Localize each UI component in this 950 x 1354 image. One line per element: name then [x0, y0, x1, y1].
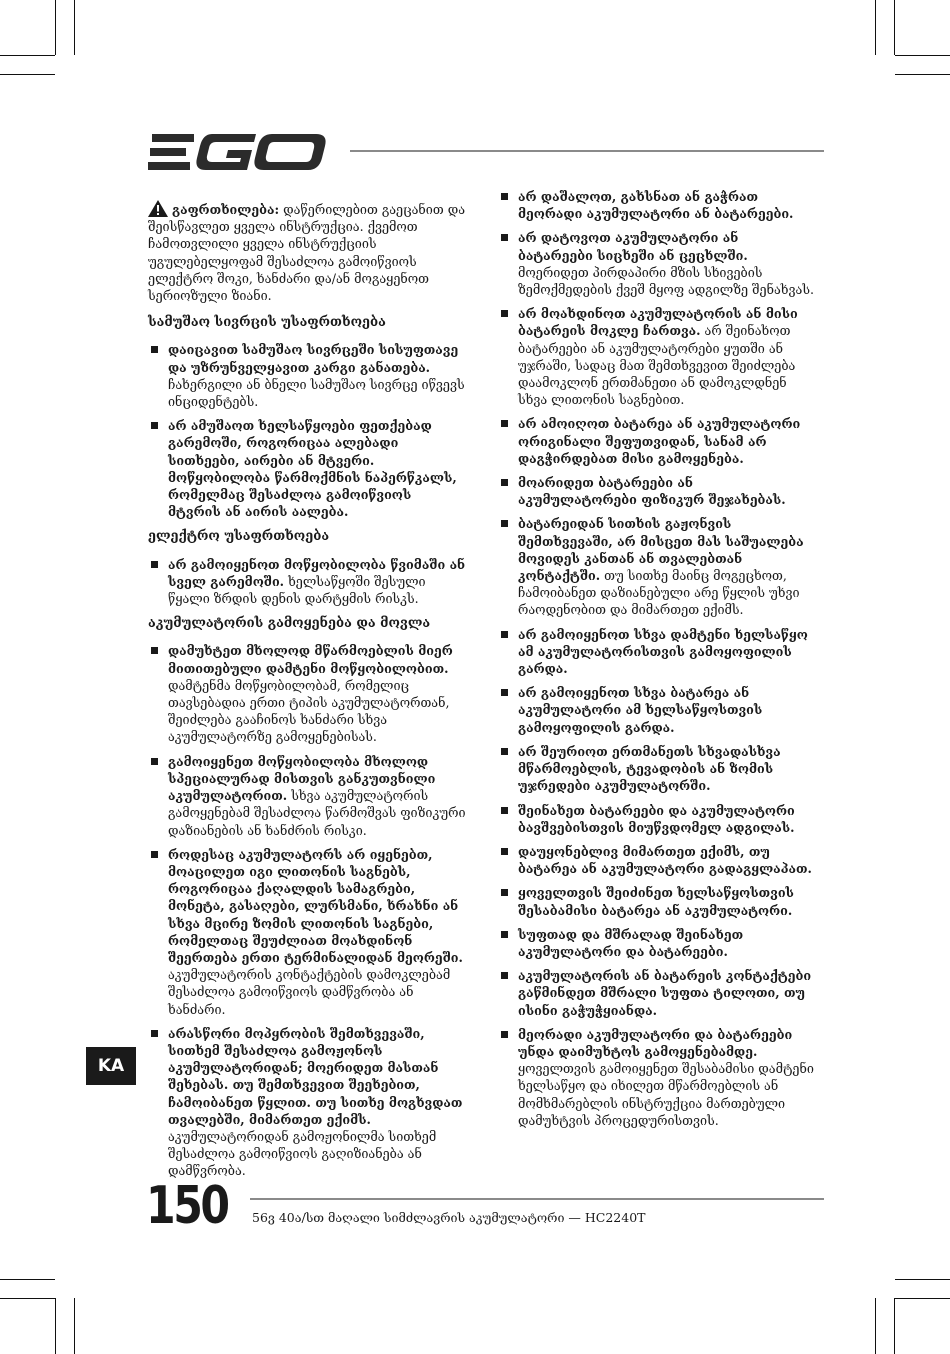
- bullet-icon: [501, 689, 508, 696]
- list-item: [498, 515, 816, 618]
- item-bold: გამოიყენეთ მოწყობილობა მხოლოდ სპეციალურად მისთვის განკუთვნილი აკუმულატორით.: [168, 753, 436, 804]
- language-tab: KA: [86, 1047, 136, 1085]
- item-bold: არ ამოიღოთ ბატარეა ან აკუმულატორი ორიგინალი შეფუთვიდან, სანამ არ დაგჭირდებათ მისი გამოყენება.: [518, 416, 801, 466]
- list-item: [148, 556, 466, 608]
- item-text: დამტენმა მოწყობილობამ, რომელიც თავსებადია ერთი ტიპის აკუმულატორთან, შეიძლება გააჩინოს ხანძარი სხვა აკუმულატორზე გამოყენებისას.: [168, 677, 450, 745]
- section-heading-battery: აკუმულატორის გამოყენება და მოვლა: [148, 616, 431, 632]
- item-bold: დაუყონებლივ მიმართეთ ექიმს, თუ ბატარეა ან აკუმულატორი გადაგყლაპათ.: [518, 843, 812, 877]
- list-item: [148, 846, 466, 1018]
- list-item: [498, 415, 816, 467]
- header-rule: [350, 150, 824, 152]
- list-item: [498, 684, 816, 736]
- warning-label: გაფრთხილება:: [172, 202, 280, 217]
- crop-mark: [74, 1298, 75, 1354]
- list-item: [498, 743, 816, 795]
- footer-rule: [250, 1198, 824, 1200]
- item-bold: არასწორი მოპყრობის შემთხვევაში, სითხემ შესაძლოა გამოჟონოს აკუმულატორიდან; მოერიდეთ მასთან შეხებას. თუ შემთხვევით შეეხებით, ჩამოიბანეთ წყლით. თუ სითხე მოგხვდათ თვალებში, მიმართეთ ექიმს.: [168, 1025, 463, 1127]
- list-item: [498, 188, 816, 222]
- item-text: ხელსაწყოში შესული წყალი ზრდის დენის დარტყმის რისკს.: [168, 573, 426, 607]
- list-item: [148, 417, 466, 520]
- item-text: თუ სითხე მაინც მოგეცხოთ, ჩამოიბანეთ დაზიანებული არე წყლის უხვი რაოდენობით და მიმართეთ ექიმს.: [518, 568, 800, 618]
- item-bold: ყოველთვის შეიძინეთ ხელსაწყოსთვის შესაბამისი ბატარეა ან აკუმულატორი.: [518, 885, 794, 918]
- crop-mark: [0, 1298, 55, 1299]
- bullet-icon: [501, 848, 508, 855]
- item-bold: არ დატოვოთ აკუმულატორი ან ბატარეები სიცხეში ან ცეცხლში.: [518, 230, 748, 263]
- warning-text: დაწერილებით გაეცანით და შეისწავლეთ ყველა ინსტრუქცია. ქვემოთ ჩამოთვლილი ყველა ინსტრუქციის უგულებელყოფამ შესაძლოა გამოიწვიოს ელექტრო შოკი, ხანძარი და/ან მოგაყენოთ სერიოზული ზიანი.: [148, 202, 466, 304]
- bullet-icon: [501, 520, 508, 527]
- crop-mark: [0, 55, 55, 56]
- bullet-icon: [501, 807, 508, 814]
- warning-triangle-icon: [148, 200, 168, 217]
- item-text: მოერიდეთ პირდაპირი მზის სხივების ზემოქმედების ქვეშ მყოფ ადგილზე შენახვას.: [518, 264, 814, 298]
- bullet-icon: [501, 479, 508, 486]
- item-bold: ბატარეიდან სითხის გაჟონვის შემთხვევაში, არ მისცეთ მას საშუალება მოვიდეს კანთან ან თვალებთან კონტაქტში.: [518, 516, 804, 584]
- list-item: [148, 1025, 466, 1180]
- item-bold: შეინახეთ ბატარეები და აკუმულატორი ბავშვებისთვის მიუწვდომელ ადგილას.: [518, 802, 795, 835]
- crop-mark: [55, 0, 56, 55]
- bullet-icon: [151, 758, 158, 765]
- crop-mark: [875, 1298, 876, 1354]
- crop-mark: [0, 1279, 55, 1280]
- ego-logo: [148, 132, 330, 172]
- list-item: [498, 305, 816, 408]
- footer-product-title: 56ვ 40ა/სთ მაღალი სიმძლავრის აკუმულატორი — HC2240T: [252, 1210, 646, 1225]
- crop-mark: [55, 1298, 56, 1354]
- bullet-icon: [501, 1031, 508, 1038]
- item-bold: არ ამუშაოთ ხელსაწყოები ფეთქებად გარემოში, როგორიცაა ალებადი სითხეები, აირები ან მტვერი. მოწყობილობა წარმოქმნის ნაპერწკალს, რომელმაც შესაძლოა გამოიწვიოს მტვრის ან აირის აალება.: [168, 418, 457, 520]
- list-item: [498, 229, 816, 298]
- bullet-icon: [501, 234, 508, 241]
- item-bold: არ შეურიოთ ერთმანეთს სხვადასხვა მწარმოებლის, ტევადობის ან ზომის უჯრედები აკუმულატორში.: [518, 743, 781, 794]
- list-item: [498, 884, 816, 918]
- bullet-icon: [151, 1030, 158, 1037]
- list-item: [148, 341, 466, 410]
- item-bold: არ გამოიყენოთ მოწყობილობა წვიმაში ან სველ გარემოში.: [168, 556, 466, 589]
- item-bold: არ გამოიყენოთ სხვა დამტენი ხელსაწყო ამ აკუმულატორისთვის გამოყოფილის გარდა.: [518, 626, 808, 677]
- list-item: [148, 642, 466, 745]
- item-text: ყოველთვის გამოიყენეთ შესაბამისი დამტენი ხელსაწყო და იხილეთ მწარმოებლის ან მომხმარებლის ინსტრუქცია მართებული დამუხტვის პროცედურისთვის.: [518, 1061, 814, 1128]
- item-text: ჩახერგილი ან ბნელი სამუშაო სივრცე იწვევს ინციდენტებს.: [168, 376, 465, 410]
- item-bold: არ გამოიყენოთ სხვა ბატარეა ან აკუმულატორი ამ ხელსაწყოსთვის გამოყოფილის გარდა.: [518, 685, 763, 735]
- bullet-icon: [501, 972, 508, 979]
- section-heading-work-area: სამუშაო სივრცის უსაფრთხოება: [148, 315, 386, 331]
- page-number: 150: [146, 1176, 228, 1236]
- item-text: სხვა აკუმულატორის გამოყენებამ შესაძლოა წარმოშვას ფიზიკური დაზიანების ან ხანძრის რისკი.: [168, 788, 466, 838]
- list-item: [498, 967, 816, 1019]
- list-item: [498, 1026, 816, 1129]
- list-item: [498, 802, 816, 836]
- left-column: [148, 200, 466, 1188]
- bullet-icon: [151, 422, 158, 429]
- bullet-icon: [151, 561, 158, 568]
- bullet-icon: [501, 748, 508, 755]
- item-bold: აკუმულატორის ან ბატარეის კონტაქტები გაწმინდეთ მშრალი სუფთა ტილოთი, თუ ისინი გაჭუჭყიანდა.: [518, 968, 812, 1018]
- item-bold: დამუხტეთ მხოლოდ მწარმოებლის მიერ მითითებული დამტენი მოწყობილობით.: [168, 643, 453, 676]
- bullet-icon: [151, 647, 158, 654]
- bullet-icon: [501, 931, 508, 938]
- crop-mark: [0, 74, 55, 75]
- electrical-list: [148, 556, 466, 608]
- item-bold: დაიცავით სამუშაო სივრცეში სისუფთავე და უზრუნველყავით კარგი განათება.: [168, 342, 459, 375]
- bullet-icon: [501, 420, 508, 427]
- item-text: აკუმულატორის კონტაქტების დამოკლებამ შესაძლოა გამოიწვიოს დამწვრობა ან ხანძარი.: [168, 967, 451, 1017]
- crop-mark: [895, 1279, 950, 1280]
- list-item: [498, 843, 816, 877]
- list-item: [498, 926, 816, 960]
- bullet-icon: [501, 310, 508, 317]
- item-bold: არ დაშალოთ, გახსნათ ან გაჭრათ მეორადი აკუმულატორი ან ბატარეები.: [518, 189, 794, 222]
- item-bold: მეორადი აკუმულატორი და ბატარეები უნდა დაიმუხტოს გამოყენებამდე.: [518, 1026, 793, 1059]
- item-text: არ შეინახოთ ბატარეები ან აკუმულატორები ყუთში ან უჯრაში, სადაც მათ შემთხვევით შეიძლება დაამოკლონ ერთმანეთი ან დამოკლდნენ სხვა ლითონის საგნებით.: [518, 323, 796, 408]
- battery-list: [148, 642, 466, 1179]
- section-heading-electrical: ელექტრო უსაფრთხოება: [148, 529, 330, 545]
- crop-mark: [74, 0, 75, 55]
- bullet-icon: [151, 346, 158, 353]
- bullet-icon: [501, 889, 508, 896]
- warning-paragraph: [148, 200, 466, 304]
- crop-mark: [894, 1298, 895, 1354]
- right-column: [498, 188, 816, 1137]
- work-area-list: [148, 341, 466, 520]
- item-bold: არ მოახდინოთ აკუმულატორის ან მისი ბატარეის მოკლე ჩართვა.: [518, 306, 798, 339]
- item-bold: სუფთად და მშრალად შეინახეთ აკუმულატორი და ბატარეები.: [518, 926, 744, 959]
- bullet-icon: [501, 193, 508, 200]
- crop-mark: [895, 74, 950, 75]
- bullet-icon: [501, 631, 508, 638]
- crop-mark: [875, 0, 876, 55]
- list-item: [148, 753, 466, 839]
- bullet-icon: [151, 851, 158, 858]
- item-bold: როდესაც აკუმულატორს არ იყენებთ, მოაცილეთ იგი ლითონის საგნებს, როგორიცაა ქაღალდის სამაგრები, მონეტა, გასაღები, ლურსმანი, ხრახნი ან სხვა მცირე ზომის ლითონის საგნები, რომელთაც შეუძლიათ მოახდინონ შეერთება ერთი ტერმინალიდან მეორეში.: [168, 846, 463, 965]
- item-text: აკუმულატორიდან გამოჟონილმა სითხემ შესაძლოა გამოიწვიოს გაღიზიანება ან დამწვრობა.: [168, 1128, 437, 1179]
- list-item: [498, 626, 816, 678]
- battery-list-continued: [498, 188, 816, 1129]
- crop-mark: [895, 55, 950, 56]
- list-item: [498, 474, 816, 508]
- item-bold: მოარიდეთ ბატარეები ან აკუმულატორები ფიზიკურ შეჯახებას.: [518, 475, 786, 508]
- crop-mark: [895, 1298, 950, 1299]
- crop-mark: [894, 0, 895, 55]
